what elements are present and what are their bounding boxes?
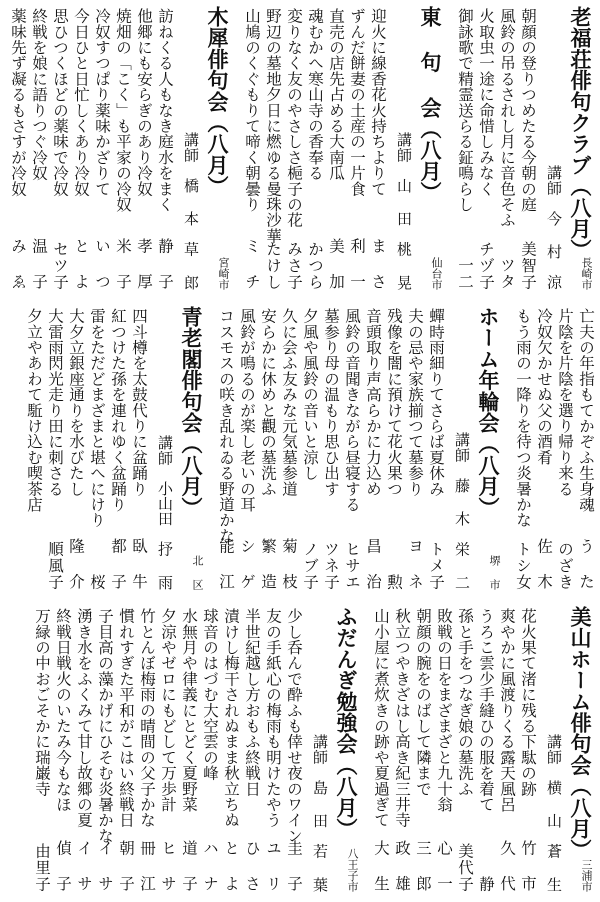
haiku-author: 朝 子	[117, 840, 135, 892]
haiku-column	[496, 0, 517, 300]
haiku-column	[412, 600, 433, 902]
haiku-column	[496, 600, 517, 902]
haiku-author: 政 雄	[393, 840, 411, 892]
club-city: 三浦市	[580, 859, 593, 892]
haiku-author: たけし	[264, 240, 282, 290]
haiku-text: 漬けし梅干されぬまま秋立ちぬ	[222, 608, 240, 828]
haiku-column	[454, 0, 475, 300]
haiku-column	[107, 300, 128, 600]
haiku-text: 焼畑の「こく」も平家の冷奴	[114, 8, 132, 213]
club-name: ふだんぎ勉強会（八月）	[334, 606, 358, 840]
haiku-author: 冊 江	[138, 840, 156, 892]
haiku-text: 火取虫一途に命惜しみなく	[477, 8, 495, 197]
haiku-column	[128, 300, 149, 600]
haiku-author: 美智子	[519, 240, 537, 290]
haiku-text: うろこ雲少手縫ひの服を着て	[477, 608, 495, 813]
haiku-column	[475, 600, 496, 902]
haiku-author: 由里子	[33, 842, 51, 892]
haiku-author: 大 生	[372, 840, 390, 892]
haiku-text: 慣れすぎた平和がこはい終戦日	[117, 608, 135, 828]
haiku-column	[115, 600, 136, 902]
haiku-column	[44, 300, 65, 600]
haiku-author: 昌 治	[364, 538, 382, 590]
club-title	[201, 0, 233, 300]
haiku-author: 利 一	[348, 238, 366, 290]
haiku-author: シ ゲ	[238, 538, 256, 590]
haiku-text: 亡夫の年指もてかぞふ生身魂	[577, 308, 595, 513]
haiku-author: チヅ子	[477, 240, 495, 290]
haiku-author: ヒサエ	[343, 540, 361, 590]
haiku-column	[391, 600, 412, 902]
club-name: 木犀俳句会（八月）	[205, 6, 229, 197]
haiku-author: ハ ナ	[201, 840, 219, 892]
haiku-author: ミ チ	[243, 238, 261, 290]
haiku-author: ヒ サ	[159, 840, 177, 892]
haiku-column	[533, 300, 554, 600]
haiku-column	[404, 300, 425, 600]
club-city: 北 区	[191, 555, 204, 590]
haiku-column	[320, 300, 341, 600]
club-city: 宮崎市	[217, 257, 230, 290]
teacher-name: 講師 横 山 蒼 生	[545, 734, 563, 892]
haiku-text: 野辺の墓地夕日に燃ゆる曼珠沙華	[264, 8, 282, 244]
haiku-text: 御詠歌で精霊送らる鉦鳴らし	[456, 8, 474, 213]
haiku-text: 球音のはづむ大空雲の峰	[201, 608, 219, 781]
haiku-text: 大雷雨閃光走り田に刺さる	[46, 308, 64, 497]
haiku-text: 墓参り母の温もり思ひ出す	[322, 308, 340, 497]
haiku-author: 道 子	[180, 840, 198, 892]
haiku-column	[73, 600, 94, 902]
haiku-text: 半世紀越し方おもふ終戦日	[243, 608, 261, 797]
haiku-column	[49, 0, 70, 300]
haiku-column	[236, 300, 257, 600]
club-name: ホーム年輪会（八月）	[476, 306, 500, 518]
haiku-author: う た	[577, 538, 595, 590]
teacher-line	[175, 0, 201, 300]
haiku-text: 魂むかへ寒山寺の香奉る	[306, 8, 324, 181]
haiku-author: 美 加	[327, 238, 345, 290]
haiku-author: 静 子	[156, 238, 174, 290]
haiku-column	[262, 0, 283, 300]
haiku-text: 少し呑んで酔ふも倖せ夜のワイン	[285, 608, 303, 844]
haiku-column	[199, 600, 220, 902]
haiku-text: 風鈴の吊るされし月に音色そふ	[498, 8, 516, 228]
section-gap	[207, 300, 215, 600]
haiku-column	[94, 600, 115, 902]
haiku-text: 終戦を娘に語りつぐ冷奴	[30, 8, 48, 181]
haiku-column	[283, 600, 304, 902]
haiku-column	[70, 0, 91, 300]
haiku-text: 蟬時雨細りてさらば夏休み	[427, 308, 445, 497]
haiku-text: 爽やかに風渡りくる露天風呂	[498, 608, 516, 813]
haiku-text: 子目高の藻かげにひそむ炎暑かな	[96, 608, 114, 844]
teacher-line	[446, 300, 472, 600]
haiku-text: 久に会ふ友みな元気墓参道	[280, 308, 298, 497]
haiku-column	[370, 600, 391, 902]
haiku-text: 朝顔の腕をのばして隣まで	[414, 608, 432, 797]
haiku-column	[346, 0, 367, 300]
club-city: 八王子市	[346, 848, 359, 892]
haiku-column	[178, 600, 199, 902]
section-gap	[504, 300, 512, 600]
club-name: 老福荘俳句クラブ（八月）	[568, 6, 592, 261]
club-title	[330, 600, 362, 902]
haiku-text: 安らかに休めと觀の墓洗ふ	[259, 308, 277, 497]
haiku-author: 孝 厚	[135, 238, 153, 290]
haiku-column	[367, 0, 388, 300]
haiku-author: トメ子	[427, 540, 445, 590]
haiku-text: 敗戦の日をまざまざと九十翁	[435, 608, 453, 813]
haiku-text: 花火果て渚に残る下駄の跡	[519, 608, 537, 797]
haiku-author: ひ さ	[243, 840, 261, 892]
haiku-text: 風鈴の音聞きながら昼寝する	[343, 308, 361, 513]
haiku-text: 変りなく友のやさしさ梔子の花	[285, 8, 303, 228]
teacher-name: 講師 藤 木 栄 二	[453, 432, 471, 590]
haiku-column	[341, 300, 362, 600]
haiku-text: 音頭取り声高らかに力込め	[364, 308, 382, 497]
haiku-author: 順風子	[46, 540, 64, 590]
club-name: 東 句 会（八月）	[418, 6, 442, 203]
haiku-author: ヨ ネ	[406, 538, 424, 590]
haiku-text: 水無月や律義にとどく夏野菜	[180, 608, 198, 813]
club-name: 美山ホーム俳句会（八月）	[568, 606, 592, 861]
haiku-author: かつら	[306, 240, 324, 290]
tier-bottom	[0, 600, 600, 902]
haiku-text: 湧き水をふくみて甘し故郷の夏	[75, 608, 93, 828]
haiku-text: コスモスの咲き乱れゐる野道かな	[217, 308, 235, 544]
haiku-column	[554, 300, 575, 600]
haiku-author: 菊 枝	[280, 538, 298, 590]
haiku-author: セツ子	[51, 240, 69, 290]
haiku-author: 米 子	[114, 238, 132, 290]
teacher-name: 講師 島 田 若 葉	[311, 734, 329, 892]
haiku-column	[325, 0, 346, 300]
haiku-author: ま さ	[369, 238, 387, 290]
haiku-text: 万緑の中おごそかに瑞巌寺	[33, 608, 51, 797]
haiku-column	[433, 600, 454, 902]
tier-top	[0, 0, 600, 300]
haiku-text: 山鳩のくぐもりて啼く朝曇り	[243, 8, 261, 213]
haiku-author: と よ	[72, 238, 90, 290]
haiku-author: イ サ	[96, 840, 114, 892]
haiku-column	[28, 0, 49, 300]
club-name: 青老閣俳句会（八月）	[179, 306, 203, 518]
haiku-author: みさ子	[285, 240, 303, 290]
haiku-column	[241, 600, 262, 902]
haiku-text: もう雨の一降りを待つ炎暑かな	[514, 308, 532, 528]
club-city: 仙台市	[430, 257, 443, 290]
haiku-column	[517, 600, 538, 902]
haiku-author: 繁 造	[259, 538, 277, 590]
haiku-author: 一二	[456, 257, 474, 290]
haiku-column	[278, 300, 299, 600]
haiku-text: 友の手紙心の梅雨も明けたやう	[264, 608, 282, 828]
club-title	[414, 0, 446, 300]
haiku-column	[425, 300, 446, 600]
haiku-text: 大夕立銀座通りを水びたし	[67, 308, 85, 497]
section-gap	[233, 0, 241, 300]
haiku-column	[220, 600, 241, 902]
column-strip	[23, 300, 596, 600]
haiku-column	[454, 600, 475, 902]
haiku-author: トシ女	[514, 540, 532, 590]
haiku-column	[112, 0, 133, 300]
club-city: 長崎市	[580, 257, 593, 290]
haiku-author: のざき	[556, 540, 574, 590]
teacher-name: 講師 今 村 涼	[545, 165, 563, 290]
haiku-author: 桜	[88, 573, 106, 590]
haiku-column	[362, 300, 383, 600]
haiku-text: 冷奴欠かせぬ父の酒肴	[535, 308, 553, 465]
teacher-name: 講師 山 田 桃 晃	[395, 132, 413, 290]
haiku-text: 朝顔の登りつめたる今朝の庭	[519, 8, 537, 213]
haiku-text: 他郷にも安らぎのあり冷奴	[135, 8, 153, 197]
haiku-column	[65, 300, 86, 600]
haiku-author: 都 子	[109, 538, 127, 590]
haiku-author: 久 代	[498, 840, 516, 892]
haiku-column	[383, 300, 404, 600]
haiku-author: い つ	[93, 238, 111, 290]
teacher-line	[538, 0, 564, 300]
haiku-column	[136, 600, 157, 902]
haiku-column	[157, 600, 178, 902]
haiku-author: 竹 市	[519, 840, 537, 892]
haiku-column	[517, 0, 538, 300]
haiku-text: 迎火に線香花火持ちよりて	[369, 8, 387, 197]
haiku-text: 冷奴すつぱり薬味かざりて	[93, 8, 111, 197]
haiku-author: 能 江	[217, 538, 235, 590]
haiku-text: 孫と手をつなぎ娘の墓洗ふ	[456, 608, 474, 797]
haiku-text: 夕涼やゼロにもどして万歩計	[159, 608, 177, 813]
haiku-author: 偵 子	[54, 840, 72, 892]
haiku-author: 圭 子	[285, 840, 303, 892]
haiku-column	[575, 300, 596, 600]
teacher-line	[388, 0, 414, 300]
haiku-author: 三 郎	[414, 840, 432, 892]
haiku-column	[241, 0, 262, 300]
haiku-text: 思ひつくほどの薬味で冷奴	[51, 8, 69, 197]
haiku-text: 秋立つやきざはし高き紀三井寺	[393, 608, 411, 828]
haiku-text: 今日ひと日忙しくあり冷奴	[72, 8, 90, 197]
haiku-text: 山小屋に煮炊きの跡や夏過ぎて	[372, 608, 390, 828]
teacher-name: 講師 小山田 抒 雨	[156, 435, 174, 590]
teacher-line	[304, 600, 330, 902]
haiku-text: 夕立やあわて駈け込む喫茶店	[25, 308, 43, 513]
haiku-author: ノブ子	[301, 540, 319, 590]
haiku-column	[31, 600, 52, 902]
haiku-text: 夫の忌や家族揃つて墓参り	[406, 308, 424, 497]
haiku-text: 直売の店先占める大南瓜	[327, 8, 345, 181]
haiku-author: ツタ	[498, 257, 516, 290]
column-strip	[7, 0, 596, 300]
haiku-column	[154, 0, 175, 300]
haiku-text: 夕風や風鈴の音いと涼し	[301, 308, 319, 481]
haiku-author: 勲	[385, 573, 403, 590]
haiku-text: 終戦日戦火のいたみ今もなほ	[54, 608, 72, 813]
haiku-author: 美代子	[456, 842, 474, 892]
haiku-author: み ゑ	[9, 238, 27, 290]
haiku-text: 風鈴が鳴るのが楽し老いの耳	[238, 308, 256, 513]
haiku-column	[304, 0, 325, 300]
haiku-author: 佐 木	[535, 538, 553, 590]
club-city: 堺 市	[488, 555, 501, 590]
haiku-column	[52, 600, 73, 902]
haiku-text: 訪ねくる人もなき庭水をまく	[156, 8, 174, 213]
haiku-author: ツネ子	[322, 540, 340, 590]
haiku-text: 四斗樽を太鼓代りに盆踊り	[130, 308, 148, 497]
haiku-column	[283, 0, 304, 300]
haiku-column	[257, 300, 278, 600]
club-title	[564, 600, 596, 902]
haiku-column	[475, 0, 496, 300]
club-title	[175, 300, 207, 600]
haiku-text: 薬味先ず凝るもさすが冷奴	[9, 8, 27, 197]
teacher-line	[538, 600, 564, 902]
haiku-text: 紅つけた孫を連れゆく盆踊り	[109, 308, 127, 513]
haiku-author: イ サ	[75, 840, 93, 892]
haiku-text: 残像を闇に預けて花火果つ	[385, 308, 403, 497]
haiku-author: と よ	[222, 840, 240, 892]
haiku-author: 隆 介	[67, 538, 85, 590]
haiku-column	[133, 0, 154, 300]
haiku-column	[7, 0, 28, 300]
teacher-name: 講師 橋 本 草 郎	[182, 132, 200, 290]
haiku-column	[299, 300, 320, 600]
haiku-column	[512, 300, 533, 600]
haiku-column	[23, 300, 44, 600]
haiku-author: 心 一	[435, 840, 453, 892]
haiku-column	[262, 600, 283, 902]
teacher-line	[149, 300, 175, 600]
haiku-author: 温 子	[30, 238, 48, 290]
haiku-text: ずんだ餅妻の土産の一片食	[348, 8, 366, 197]
haiku-author: ユ リ	[264, 840, 282, 892]
haiku-column	[215, 300, 236, 600]
haiku-text: 雷をただどまざまと堪へにけり	[88, 308, 106, 528]
haiku-column	[91, 0, 112, 300]
haiku-column	[86, 300, 107, 600]
haiku-text: 竹とんぼ梅雨の晴間の父子かな	[138, 608, 156, 828]
section-gap	[362, 600, 370, 902]
haiku-author: 静	[477, 875, 495, 892]
column-strip	[31, 600, 596, 902]
haiku-author: 臥 牛	[130, 538, 148, 590]
club-title	[564, 0, 596, 300]
club-title	[472, 300, 504, 600]
tier-middle	[0, 300, 600, 600]
section-gap	[446, 0, 454, 300]
haiku-text: 片陰を片陰を選り帰り来る	[556, 308, 574, 497]
